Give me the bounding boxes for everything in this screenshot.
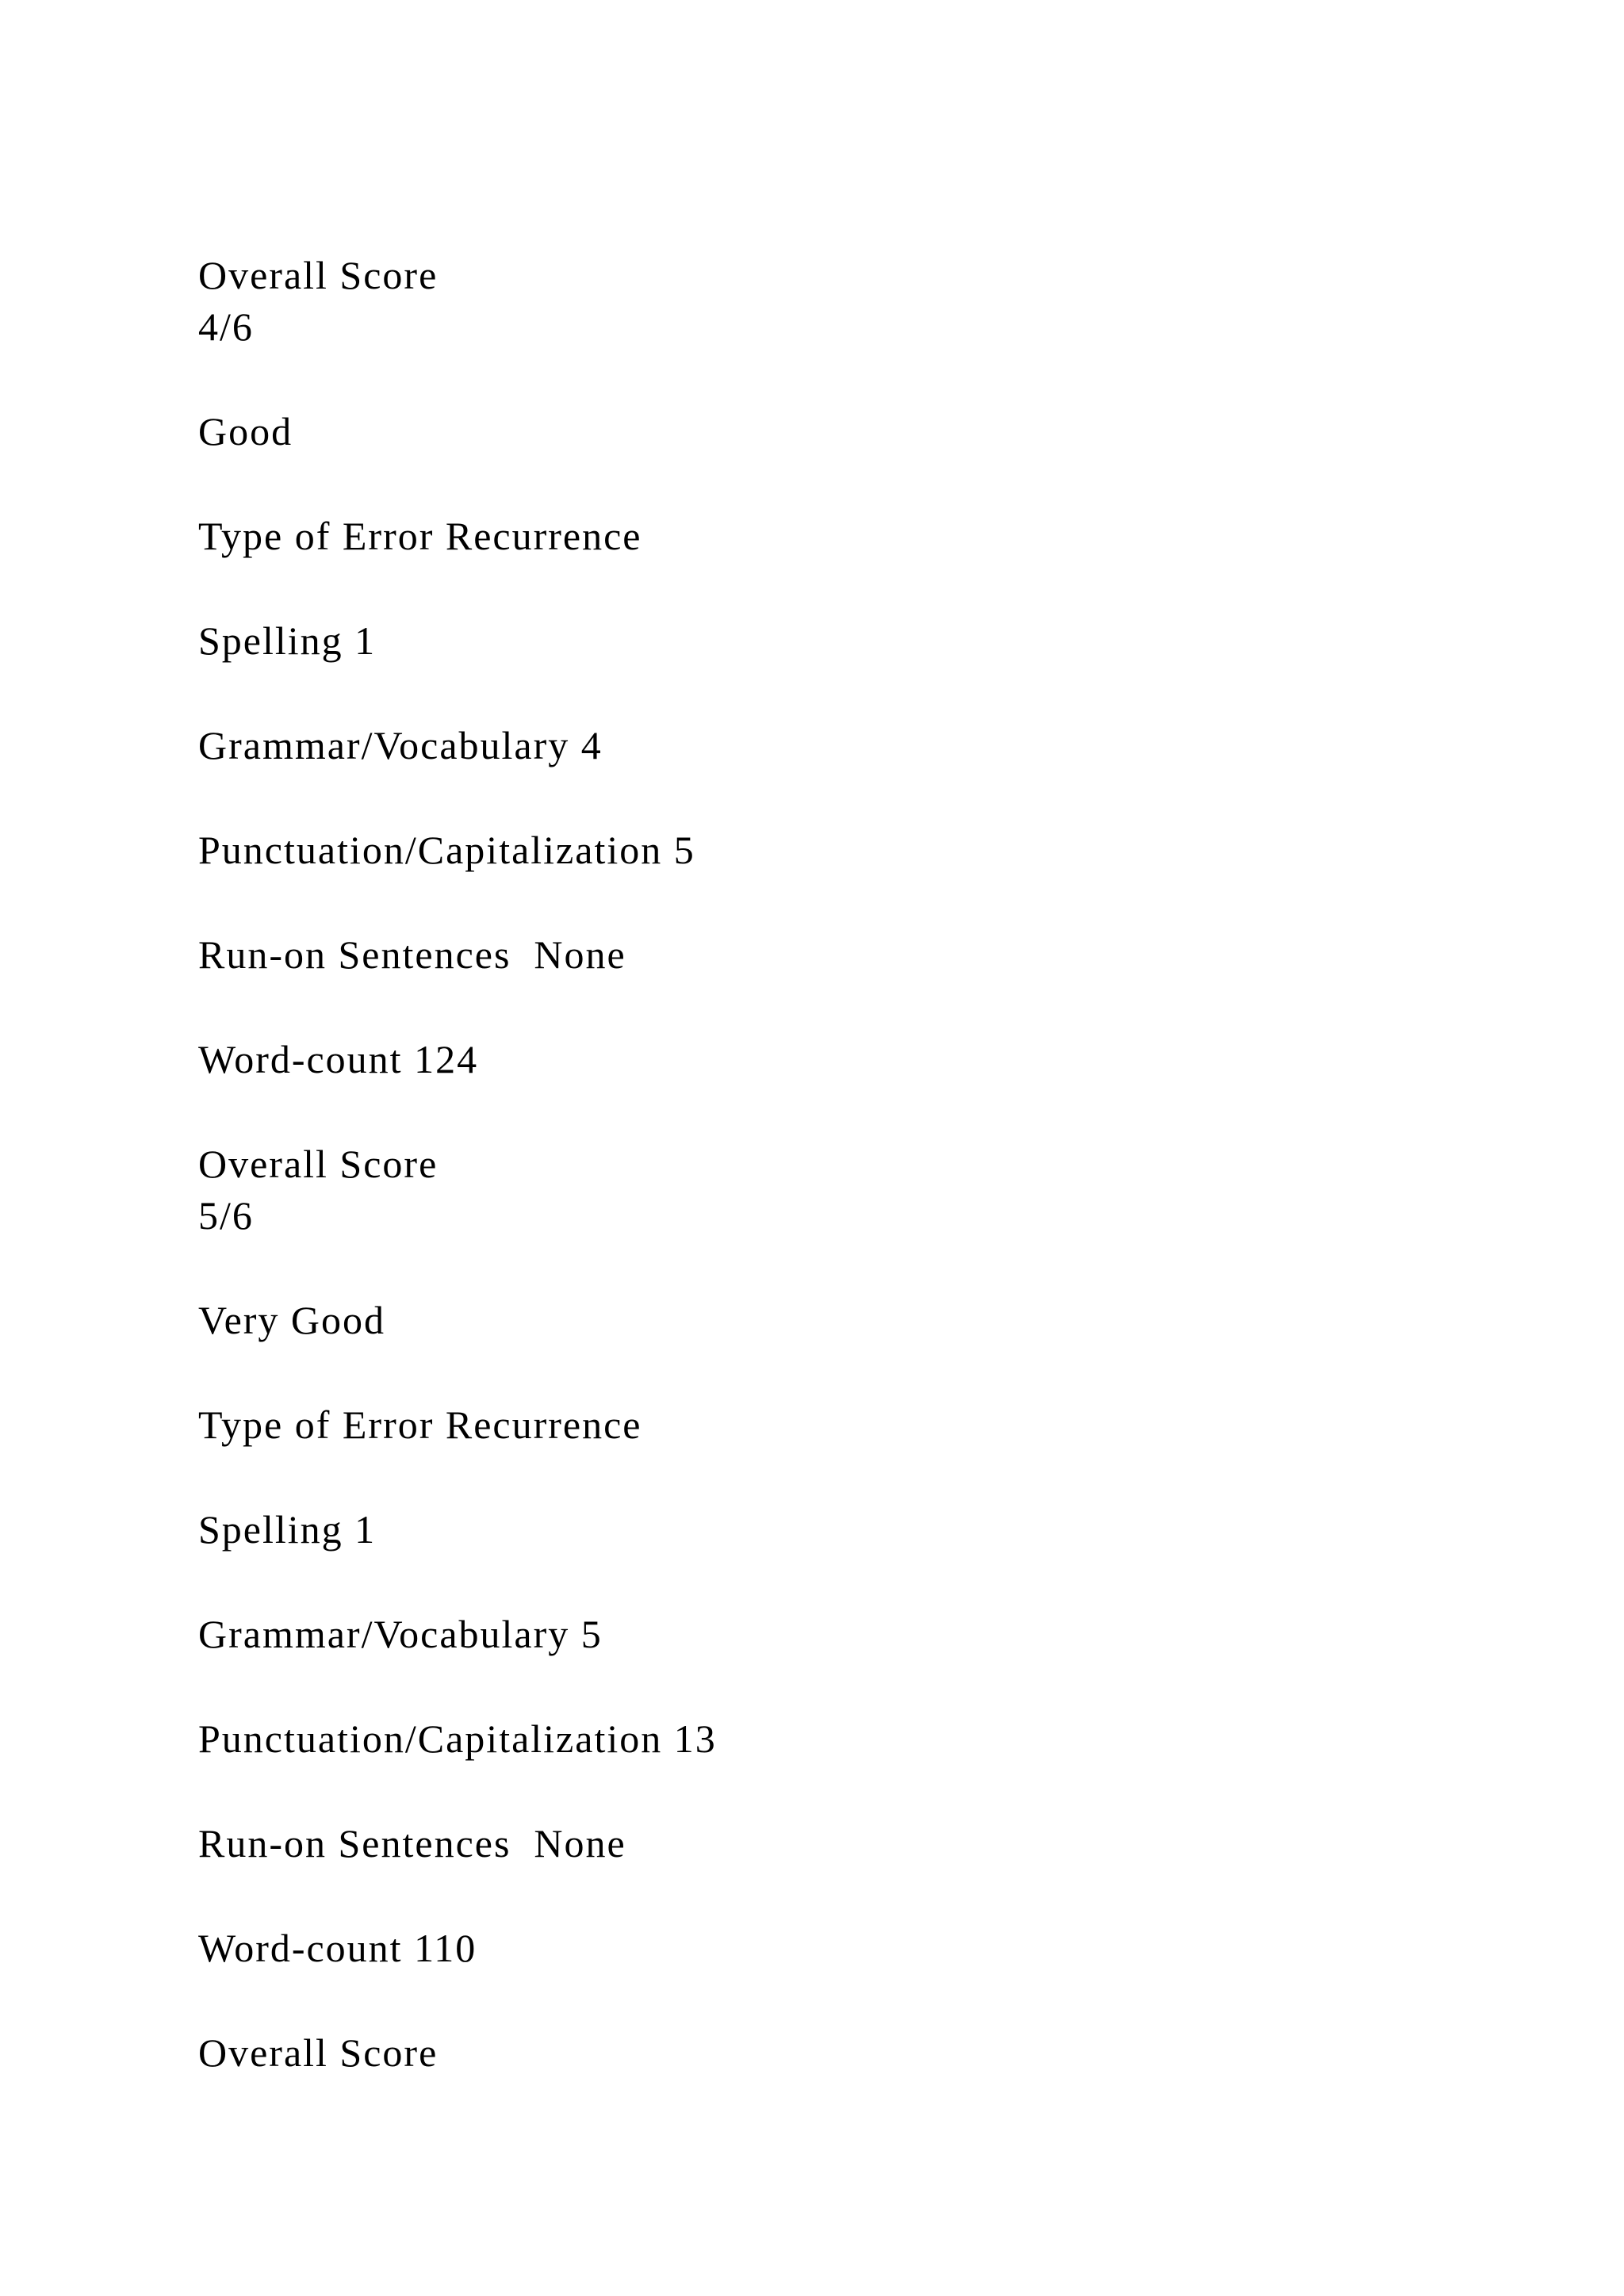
overall-score-value: 5/6 — [198, 1193, 254, 1238]
overall-score-label: Overall Score — [198, 253, 439, 297]
punctuation-capitalization-count: Punctuation/Capitalization 13 — [198, 1716, 717, 1761]
run-on-sentences-count: Run-on Sentences None — [198, 1821, 626, 1866]
punctuation-capitalization-count: Punctuation/Capitalization 5 — [198, 828, 695, 872]
run-on-sentences-count: Run-on Sentences None — [198, 932, 626, 977]
error-type-header: Type of Error Recurrence — [198, 514, 642, 558]
score-rating: Good — [198, 409, 293, 453]
word-count: Word-count 110 — [198, 1926, 477, 1970]
grammar-vocabulary-count: Grammar/Vocabulary 4 — [198, 723, 603, 767]
overall-score-label: Overall Score — [198, 1142, 439, 1186]
grammar-vocabulary-count: Grammar/Vocabulary 5 — [198, 1612, 603, 1656]
error-type-header: Type of Error Recurrence — [198, 1402, 642, 1447]
overall-score-value: 4/6 — [198, 304, 254, 349]
word-count: Word-count 124 — [198, 1037, 479, 1081]
spelling-count: Spelling 1 — [198, 1507, 377, 1552]
overall-score-label: Overall Score — [198, 2030, 439, 2075]
score-rating: Very Good — [198, 1298, 386, 1342]
spelling-count: Spelling 1 — [198, 618, 377, 663]
